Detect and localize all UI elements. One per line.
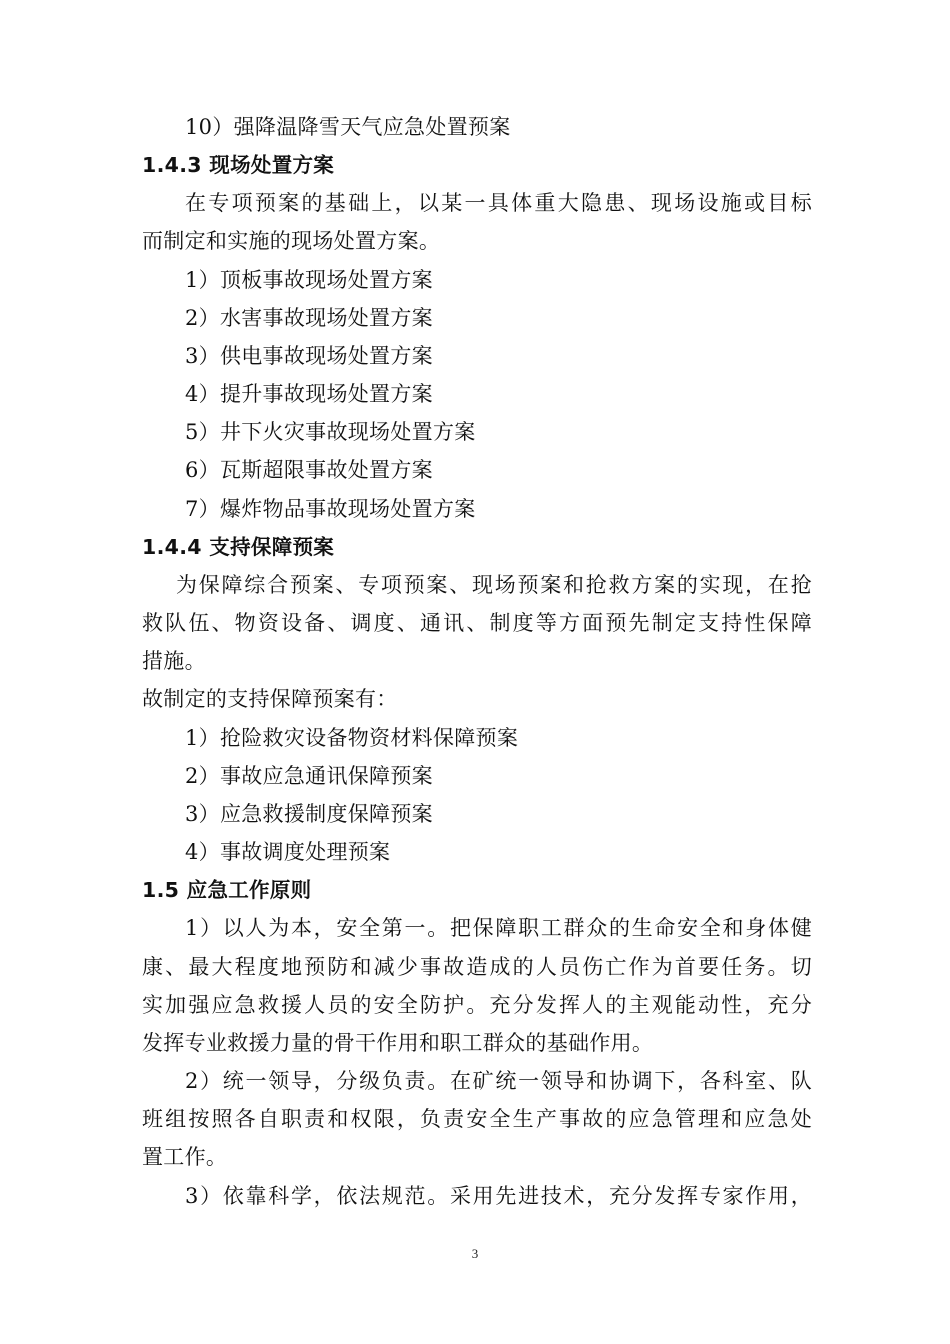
- paragraph-line: 发挥专业救援力量的骨干作用和职工群众的基础作用。: [142, 1031, 654, 1055]
- section-heading: 1.4.3 现场处置方案: [142, 153, 335, 177]
- paragraph-line: 措施。: [142, 649, 206, 673]
- list-item: 7）爆炸物品事故现场处置方案: [185, 497, 476, 521]
- list-item: 1）顶板事故现场处置方案: [185, 268, 433, 292]
- list-item: 4）提升事故现场处置方案: [185, 382, 433, 406]
- paragraph-line: 1）以人为本，安全第一。把保障职工群众的生命安全和身体健: [185, 916, 812, 940]
- paragraph-line: 救队伍、物资设备、调度、通讯、制度等方面预先制定支持性保障: [142, 611, 812, 635]
- list-item: 6）瓦斯超限事故处置方案: [185, 458, 433, 482]
- paragraph-line: 为保障综合预案、专项预案、现场预案和抢救方案的实现，在抢: [176, 573, 812, 597]
- list-item: 4）事故调度处理预案: [185, 840, 391, 864]
- list-item: 3）应急救援制度保障预案: [185, 802, 433, 826]
- paragraph-line: 康、最大程度地预防和减少事故造成的人员伤亡作为首要任务。切: [142, 955, 812, 979]
- section-heading: 1.5 应急工作原则: [142, 878, 312, 902]
- page-number: 3: [471, 1246, 479, 1261]
- list-item: 3）供电事故现场处置方案: [185, 344, 433, 368]
- list-item: 2）事故应急通讯保障预案: [185, 764, 433, 788]
- paragraph-line: 故制定的支持保障预案有：: [142, 687, 398, 711]
- list-item: 1）抢险救灾设备物资材料保障预案: [185, 726, 519, 750]
- list-item: 2）水害事故现场处置方案: [185, 306, 433, 330]
- paragraph-line: 置工作。: [142, 1145, 228, 1169]
- paragraph-line: 3）依靠科学，依法规范。采用先进技术，充分发挥专家作用，: [185, 1184, 812, 1208]
- list-item: 10）强降温降雪天气应急处置预案: [185, 115, 511, 139]
- paragraph-line: 实加强应急救援人员的安全防护。充分发挥人的主观能动性，充分: [142, 993, 812, 1017]
- list-item: 5）井下火灾事故现场处置方案: [185, 420, 476, 444]
- paragraph-line: 班组按照各自职责和权限，负责安全生产事故的应急管理和应急处: [142, 1107, 812, 1131]
- paragraph-line: 在专项预案的基础上，以某一具体重大隐患、现场设施或目标: [185, 191, 812, 215]
- section-heading: 1.4.4 支持保障预案: [142, 535, 335, 559]
- paragraph-line: 而制定和实施的现场处置方案。: [142, 229, 441, 253]
- paragraph-line: 2）统一领导，分级负责。在矿统一领导和协调下，各科室、队: [185, 1069, 812, 1093]
